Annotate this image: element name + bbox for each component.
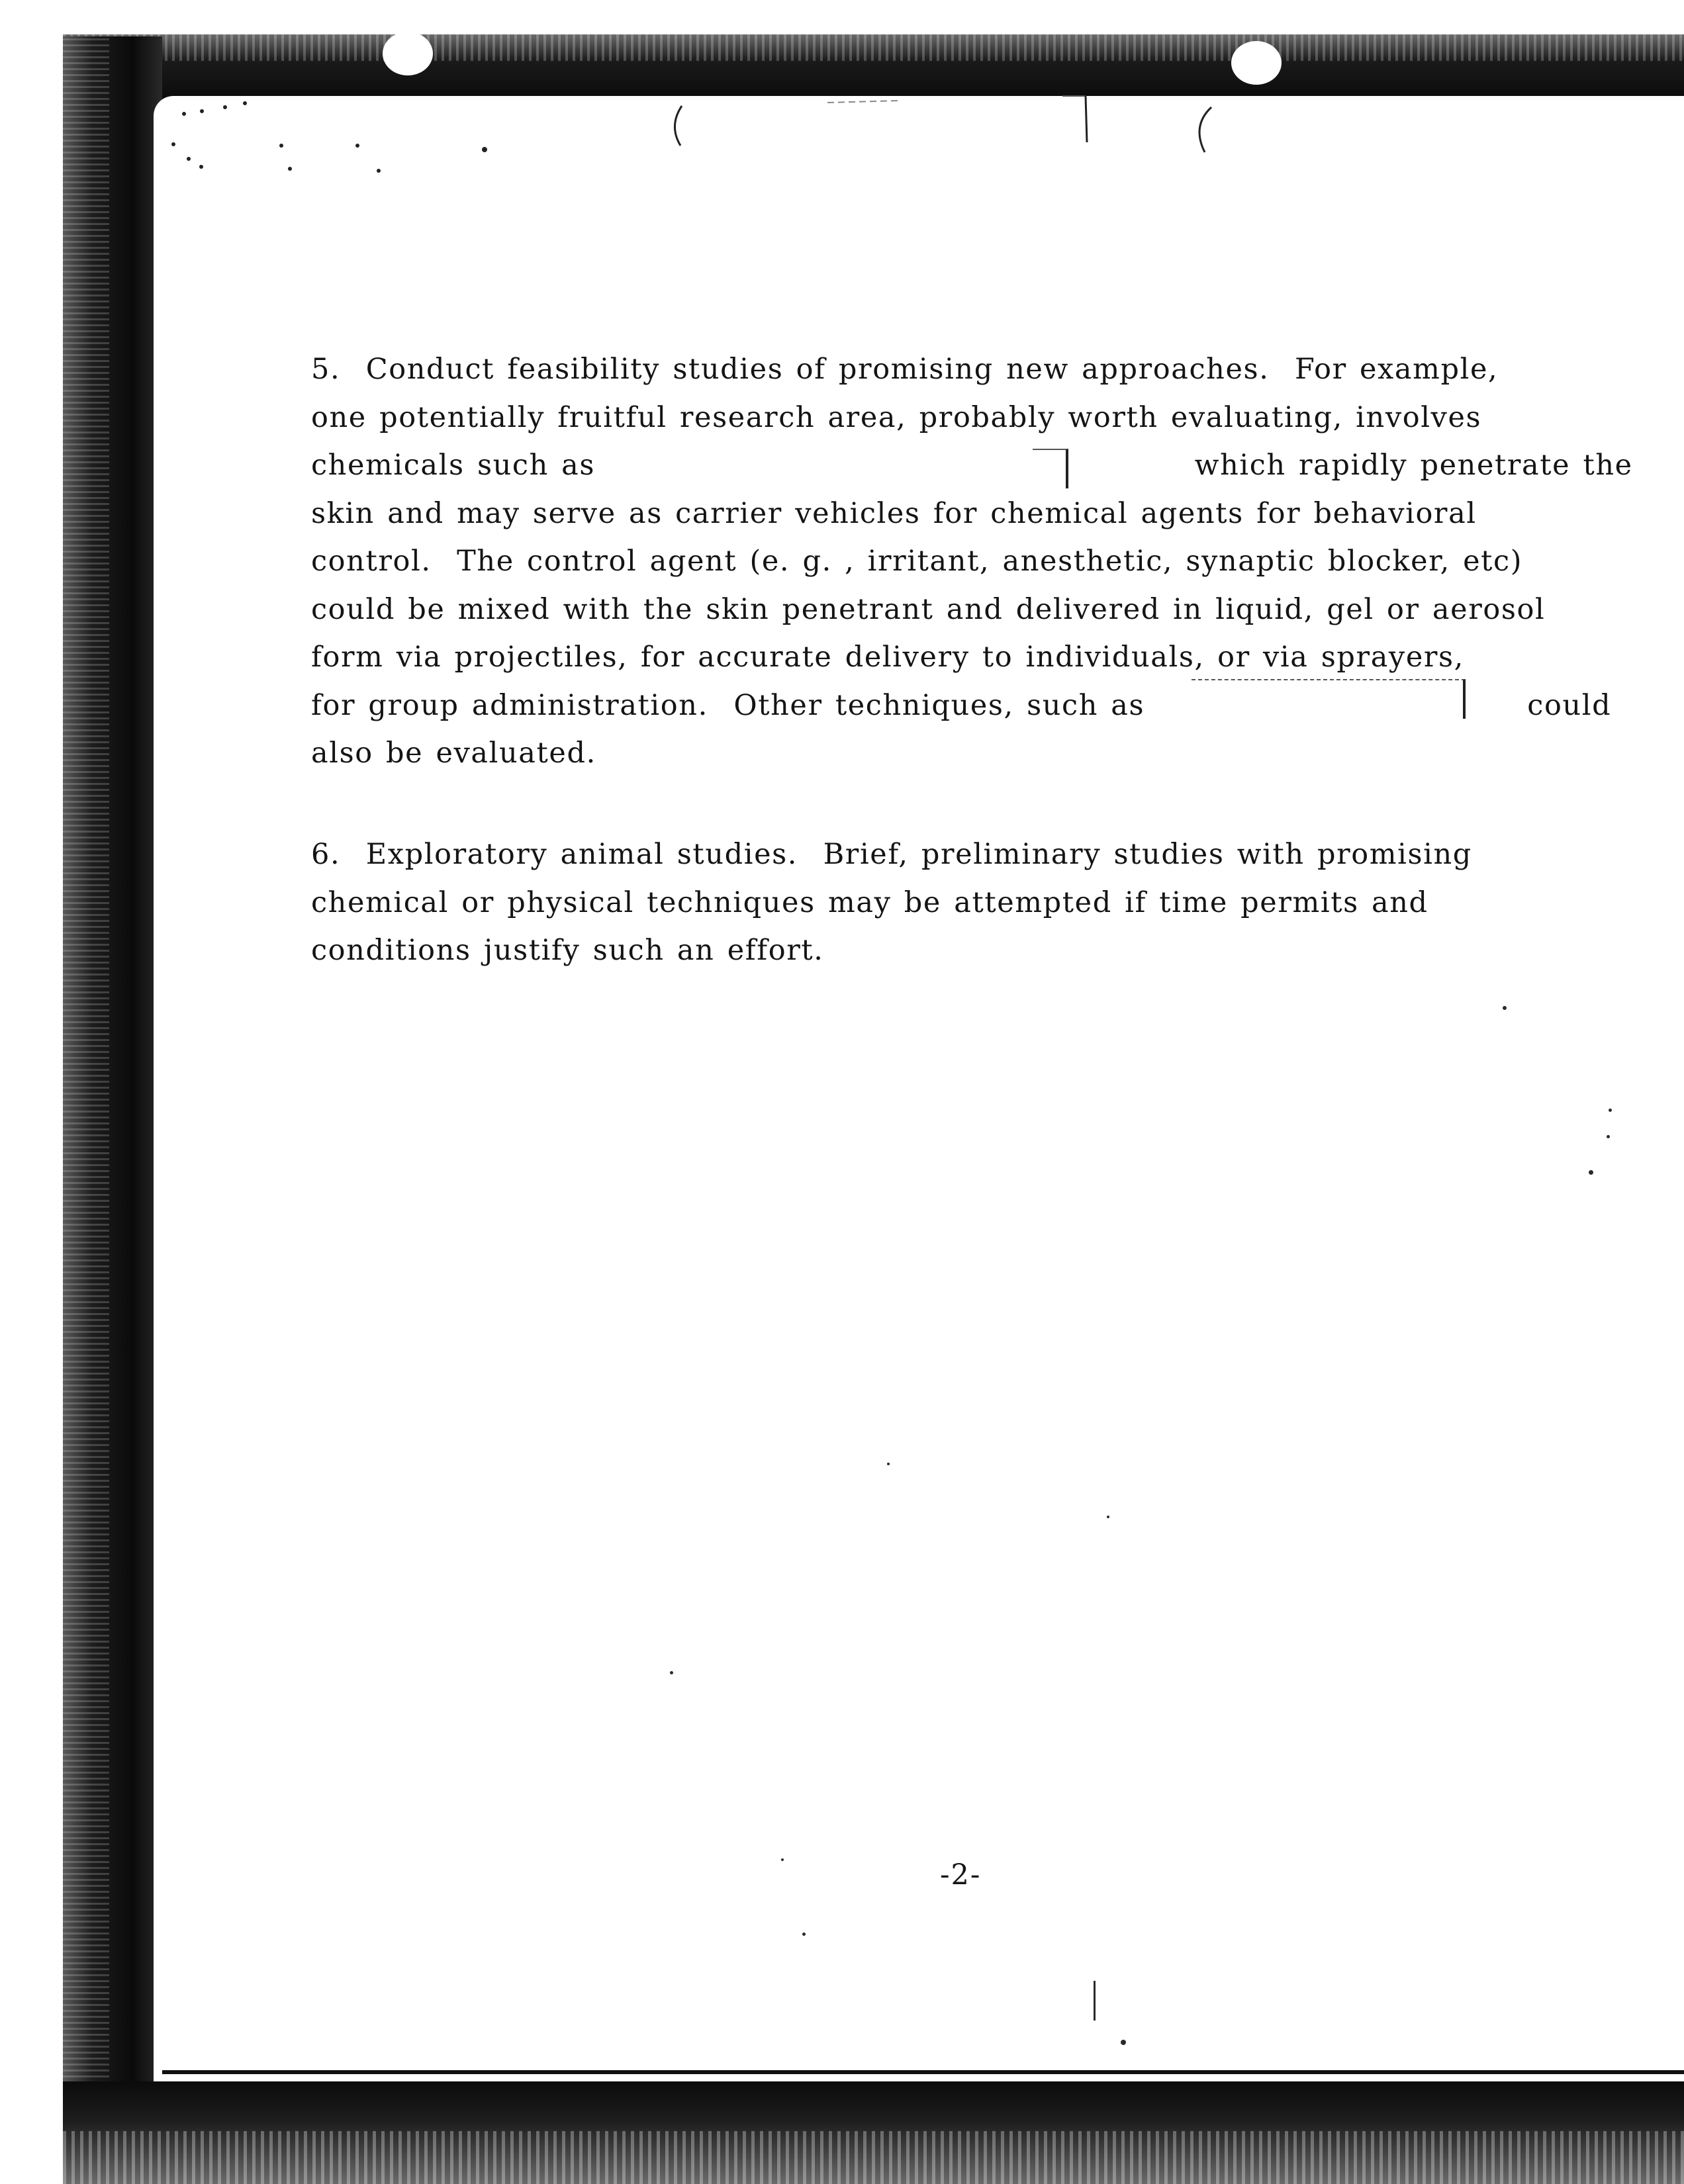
punch-hole-left [383,32,433,75]
scan-speck [887,1463,890,1465]
text-line: one potentially fruitful research area, probably worth evaluating, involves [311,400,1482,434]
text-line: skin and may serve as carrier vehicles for chemical agents for behavioral [311,496,1477,530]
bottom-rule [162,2070,1684,2074]
scan-speck [802,1933,806,1936]
redaction-mark [1033,449,1068,488]
paragraph-6 [311,831,1609,975]
scan-noise-top [63,34,1684,61]
text-line: form via projectiles, for accurate delivery to individuals, or via sprayers, [311,641,1464,674]
text-line: could be mixed with the skin penetrant and delivered in liquid, gel or aerosol [311,592,1546,626]
scan-speck [1607,1135,1610,1138]
scan-speck [1503,1006,1507,1010]
scan-artifacts-top [159,93,1284,192]
page-number: -2- [940,1858,982,1891]
punch-hole-right [1231,41,1282,85]
scan-noise-left [63,36,109,2161]
text-line: also be evaluated. [311,737,596,770]
scan-noise-bottom [63,2131,1684,2184]
text-line: control. The control agent (e. g. , irritant, anesthetic, synaptic blocker, etc) [311,545,1523,578]
scan-speck [1609,1109,1612,1112]
scan-speck [1094,1981,1096,2021]
scan-speck [1121,2040,1126,2045]
redaction-mark [1192,679,1466,719]
scan-speck [670,1671,673,1674]
text-line: conditions justify such an effort. [311,934,824,967]
text-line: 6. Exploratory animal studies. Brief, preliminary studies with promising [311,838,1472,871]
text-line: chemicals such as which rapidly penetrate the [311,449,1633,482]
scan-speck [1589,1170,1593,1175]
scan-speck [1107,1516,1109,1518]
text-line: 5. Conduct feasibility studies of promising new approaches. For example, [311,353,1499,386]
scan-speck [781,1858,784,1861]
text-line: chemical or physical techniques may be attempted if time permits and [311,886,1428,919]
text-line: for group administration. Other techniques, such as could [311,688,1612,722]
